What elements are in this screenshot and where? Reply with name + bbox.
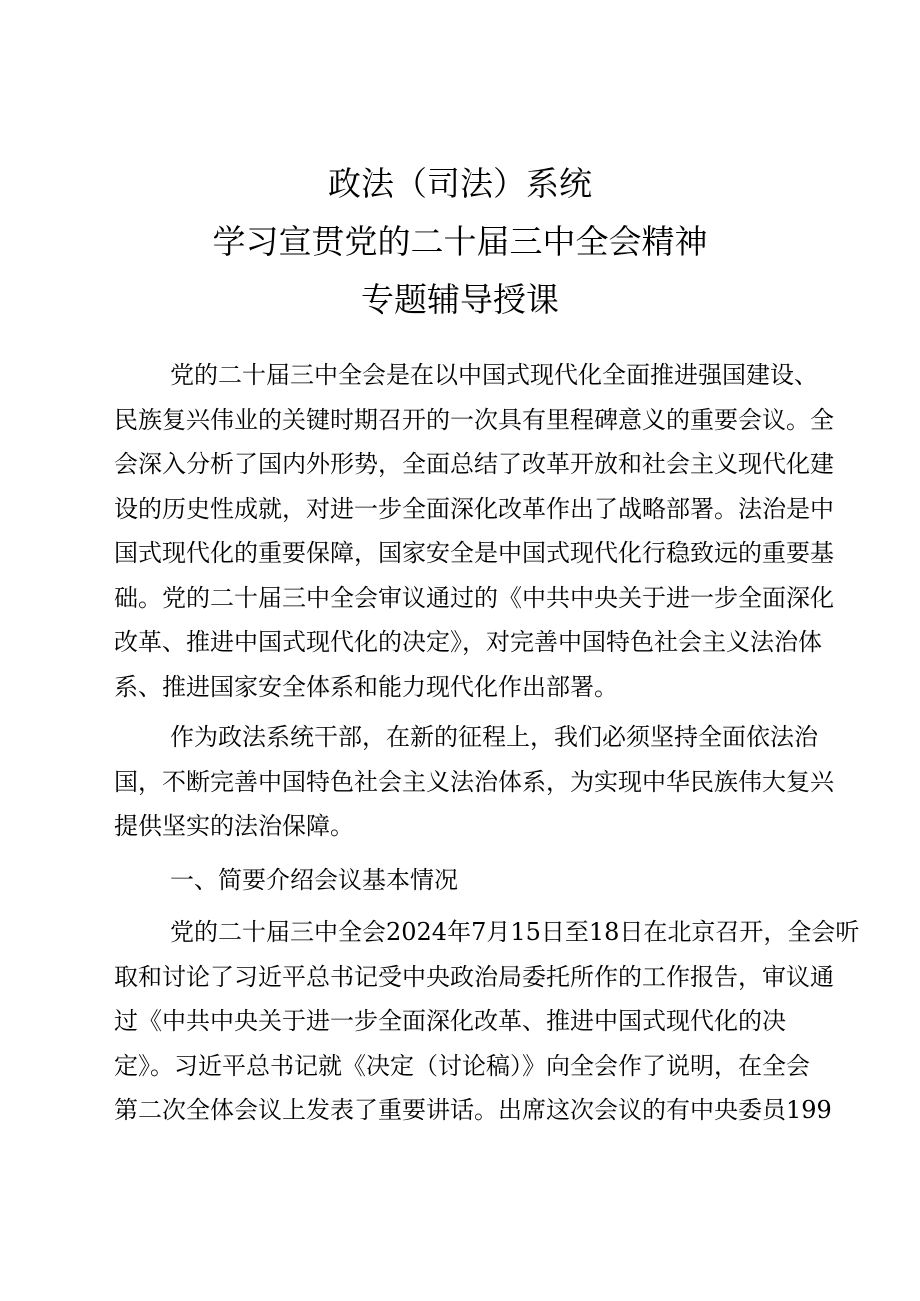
paragraph-line: 民族复兴伟业的关键时期召开的一次具有里程碑意义的重要会议。全 bbox=[114, 405, 834, 434]
section-1-heading bbox=[114, 858, 808, 903]
paragraph-line: 党的二十届三中全会2024年7月15日至18日在北京召开，全会听 bbox=[170, 918, 860, 946]
paragraph-line: 会深入分析了国内外形势，全面总结了改革开放和社会主义现代化建 bbox=[114, 450, 834, 478]
paragraph-line: 党的二十届三中全会是在以中国式现代化全面推进强国建设、 bbox=[170, 361, 818, 389]
paragraph-2 bbox=[114, 715, 834, 849]
paragraph-line: 定》。习近平总书记就《决定（讨论稿）》向全会作了说明，在全会 bbox=[114, 1051, 810, 1080]
paragraph-line: 系、推进国家安全体系和能力现代化作出部署。 bbox=[114, 672, 618, 701]
paragraph-line: 过《中共中央关于进一步全面深化改革、推进中国式现代化的决 bbox=[114, 1007, 786, 1035]
document-title bbox=[0, 155, 920, 329]
paragraph-line: 础。党的二十届三中全会审议通过的《中共中央关于进一步全面深化 bbox=[114, 583, 834, 612]
paragraph-line: 设的历史性成就，对进一步全面深化改革作出了战略部署。法治是中 bbox=[114, 494, 834, 523]
section-heading-text: 一、简要介绍会议基本情况 bbox=[170, 866, 458, 894]
paragraph-1 bbox=[114, 353, 834, 709]
title-line-1: 政法（司法）系统 bbox=[328, 164, 592, 203]
paragraph-line: 取和讨论了习近平总书记受中央政治局委托所作的工作报告，审议通 bbox=[114, 962, 834, 991]
paragraph-3 bbox=[114, 910, 860, 1133]
paragraph-line: 第二次全体会议上发表了重要讲话。出席这次会议的有中央委员199 bbox=[114, 1096, 832, 1124]
paragraph-line: 提供坚实的法治保障。 bbox=[114, 812, 354, 840]
paragraph-line: 作为政法系统干部，在新的征程上，我们必须坚持全面依法治 bbox=[170, 723, 818, 751]
title-line-3: 专题辅导授课 bbox=[361, 280, 559, 319]
paragraph-line: 改革、推进中国式现代化的决定》，对完善中国特色社会主义法治体 bbox=[114, 628, 822, 656]
paragraph-line: 国式现代化的重要保障，国家安全是中国式现代化行稳致远的重要基 bbox=[114, 539, 834, 567]
paragraph-line: 国，不断完善中国特色社会主义法治体系，为实现中华民族伟大复兴 bbox=[114, 767, 834, 796]
title-line-2: 学习宣贯党的二十届三中全会精神 bbox=[212, 222, 708, 261]
